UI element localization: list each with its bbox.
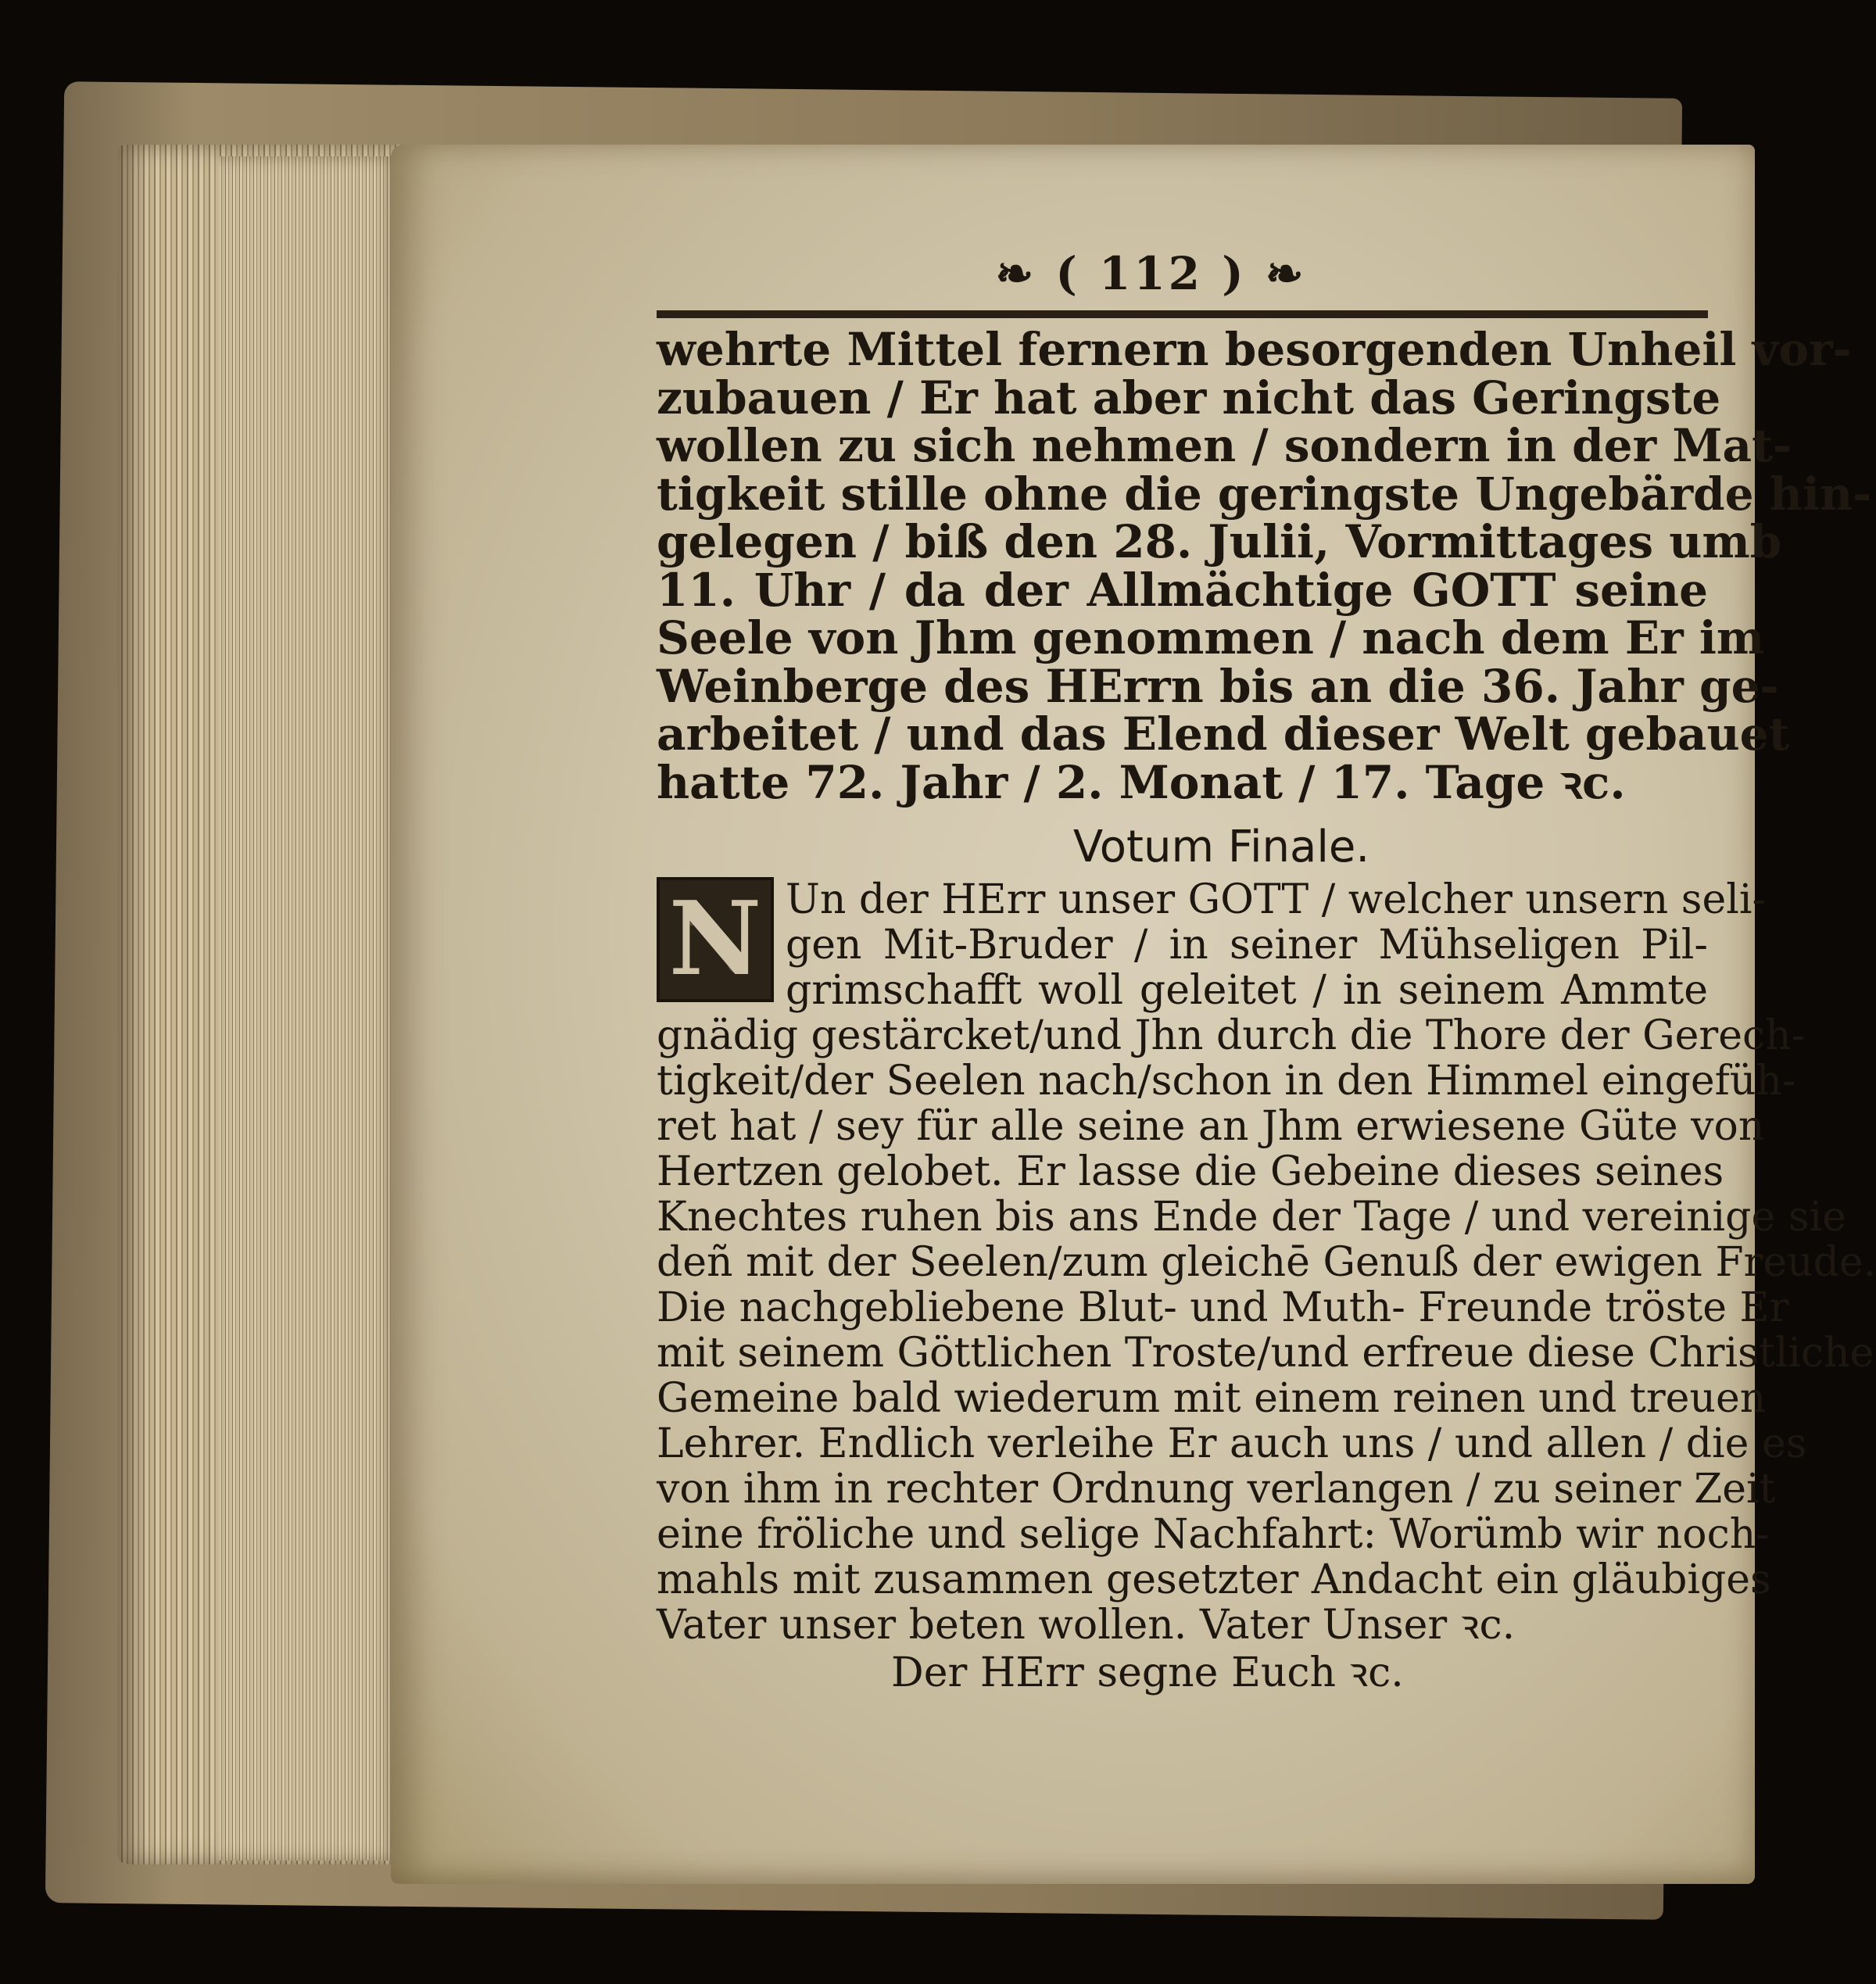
- text-line: mahls mit zusammen gesetzter Andacht ein gläubiges: [657, 1556, 1771, 1603]
- text-line: gen Mit-Bruder / in seiner Mühseligen Pil-: [786, 922, 1708, 969]
- text-line: Un der HErr unser GOTT / welcher unsern seli-: [786, 876, 1767, 923]
- closing-line: Der HErr segne Euch ꝛc.: [891, 1649, 1404, 1696]
- text-line: 11. Uhr / da der Allmächtige GOTT seine: [657, 563, 1708, 617]
- text-line: Seele von Jhm genommen / nach dem Er im: [657, 611, 1765, 664]
- text-line: Vater unser beten wollen. Vater Unser ꝛc.: [657, 1602, 1516, 1649]
- prayer-text: [657, 876, 1876, 1649]
- section-heading: Votum Finale.: [1072, 822, 1370, 872]
- main-text: [657, 323, 1872, 809]
- text-line: von ihm in rechter Ordnung verlangen / zu seiner Zeit: [657, 1466, 1776, 1513]
- text-line: ret hat / sey für alle seine an Jhm erwiesene Güte von: [657, 1103, 1765, 1150]
- text-line: Knechtes ruhen bis ans Ende der Tage / und vereinige sie: [657, 1194, 1846, 1241]
- text-line: tigkeit/der Seelen nach/schon in den Himmel eingefüh-: [657, 1058, 1796, 1105]
- text-line: mit seinem Göttlichen Troste/und erfreue diese Christliche: [657, 1330, 1874, 1377]
- text-line: arbeitet / und das Elend dieser Welt gebauet: [657, 707, 1790, 761]
- page-edges-inner: [219, 156, 399, 1860]
- text-line: eine fröliche und selige Nachfahrt: Worümb wir noch-: [657, 1511, 1770, 1558]
- book-page: [391, 145, 1876, 1884]
- text-line: wehrte Mittel fernern besorgenden Unheil vor-: [657, 323, 1852, 376]
- text-line: gelegen / biß den 28. Julii, Vormittages umb: [657, 515, 1782, 568]
- text-line: hatte 72. Jahr / 2. Monat / 17. Tage ꝛc.: [657, 755, 1626, 809]
- text-line: Gemeine bald wiederum mit einem reinen und treuen: [657, 1375, 1767, 1422]
- text-line: Hertzen gelobet. Er lasse die Gebeine dieses seines: [657, 1148, 1724, 1195]
- running-head: ❧ ( 112 ) ❧: [995, 247, 1307, 300]
- text-line: tigkeit stille ohne die geringste Ungebärde hin-: [657, 467, 1872, 521]
- decorated-initial: N: [657, 877, 774, 1002]
- text-line: zubauen / Er hat aber nicht das Geringste: [657, 371, 1721, 424]
- text-line: grimschafft woll geleitet / in seinem Ammte: [786, 967, 1708, 1014]
- text-line: Die nachgebliebene Blut- und Muth- Freunde tröste Er: [657, 1284, 1789, 1331]
- text-line: Lehrer. Endlich verleihe Er auch uns / und allen / die es: [657, 1420, 1807, 1467]
- text-line: Weinberge des HErrn bis an die 36. Jahr ge-: [657, 659, 1779, 713]
- text-line: wollen zu sich nehmen / sondern in der Mat-: [657, 419, 1792, 472]
- text-line: gnädig gestärcket/und Jhn durch die Thore der Gerech-: [657, 1012, 1806, 1059]
- text-line: deñ mit der Seelen/zum gleichē Genuß der ewigen Freude.: [657, 1239, 1876, 1286]
- head-rule: [657, 310, 1708, 318]
- page-content: [657, 246, 1876, 1696]
